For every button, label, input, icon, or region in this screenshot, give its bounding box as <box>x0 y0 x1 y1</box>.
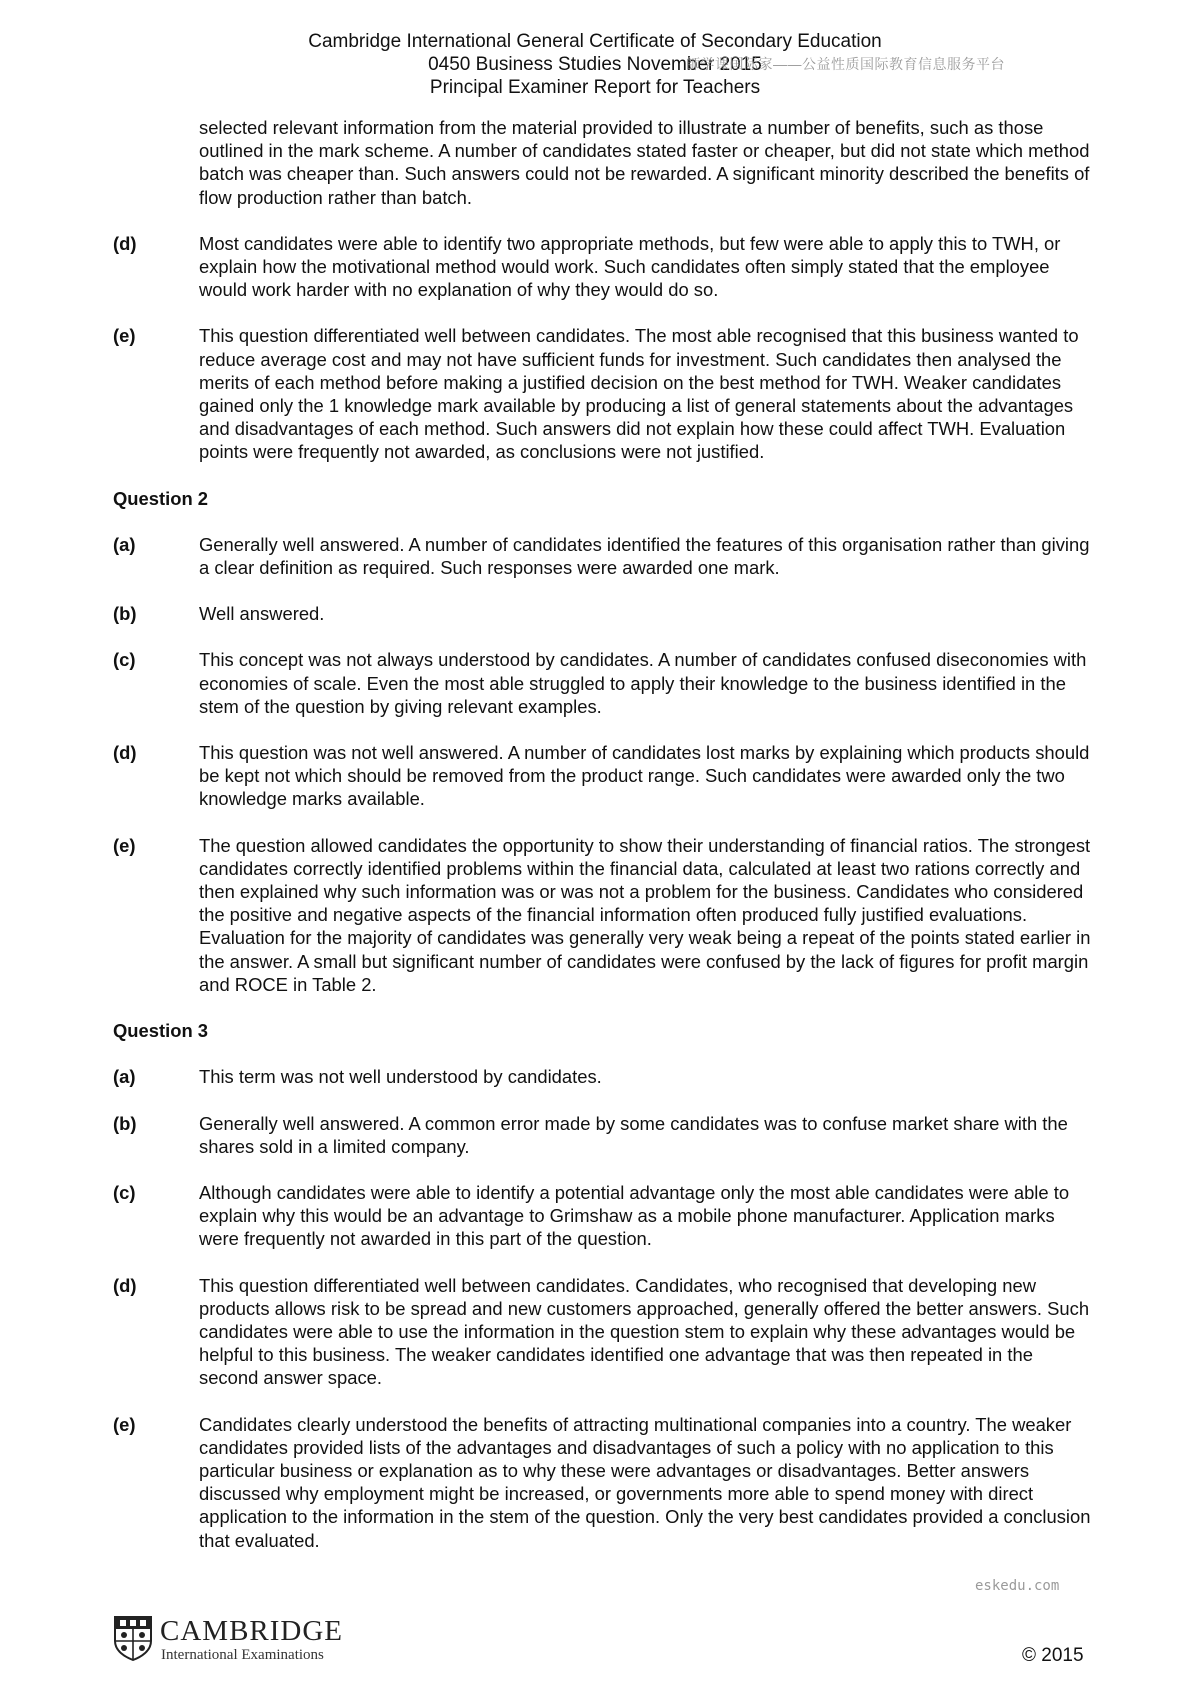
paragraph-text: This concept was not always understood by candidates. A number of candidates confused diseconomies with economies of scale. Even the most able struggled to apply their knowledge to the business identified in the stem of the question by giving relevant examples. <box>199 649 1087 717</box>
q3-part-d <box>113 1274 1093 1390</box>
q2-part-c <box>113 648 1093 718</box>
paragraph-text: selected relevant information from the material provided to illustrate a number of benefits, such as those outlined in the mark scheme. A number of candidates stated faster or cheaper, but did not state which method batch was cheaper than. Such answers could not be rewarded. A significant minority described the benefits of flow production rather than batch. <box>199 117 1090 208</box>
paragraph-text: Although candidates were able to identify a potential advantage only the most able candidates were able to explain why this would be an advantage to Grimshaw as a mobile phone manufacturer. Application marks were frequently not awarded in this part of the question. <box>199 1181 1070 1250</box>
question-2-heading: Question 2 <box>113 487 209 509</box>
paragraph-text: Candidates clearly understood the benefits of attracting multinational companies into a country. The weaker candidates provided lists of the advantages and disadvantages of such a policy with no application to this particular business or explanation as to why these were advantages or disadvantages. Better answers discussed why employment might be increased, or governments more able to spend money with direct application to the information in the stem of the question. Only the very best candidates provided a conclusion that evaluated. <box>199 1413 1091 1551</box>
shield-icon <box>113 1615 153 1661</box>
q3-part-a <box>113 1065 1093 1088</box>
paragraph-text: Generally well answered. A common error made by some candidates was to confuse market share with the shares sold in a limited company. <box>199 1112 1068 1157</box>
site-watermark: eskedu.com <box>975 1578 1060 1594</box>
part-label: (e) <box>113 325 136 347</box>
part-label: (d) <box>113 1274 137 1296</box>
part-label: (c) <box>113 1181 136 1203</box>
q2-part-d <box>113 741 1093 811</box>
header-line-2: 0450 Business Studies November 2015 <box>428 54 762 75</box>
question-3-heading: Question 3 <box>113 1020 209 1042</box>
paragraph-text: Most candidates were able to identify two appropriate methods, but few were able to apply this to TWH, or explain how the motivational method would work. Such candidates often simply stated that the employee would work harder with no explanation of why they would do so. <box>199 232 1061 301</box>
part-label: (d) <box>113 742 137 764</box>
paragraph-text: This question differentiated well between candidates. Candidates, who recognised that developing new products allows risk to be spread and new customers approached, generally offered the better answers. Such candidates were able to use the information in the question stem to explain why these advantages would be helpful to this business. The weaker candidates identified one advantage that was then repeated in the second answer space. <box>199 1274 1090 1389</box>
watermark-text: 師学课国际家——公益性质国际教育信息服务平台 <box>686 56 1005 72</box>
q3-part-e <box>113 1413 1093 1552</box>
q3-part-b <box>113 1112 1093 1158</box>
paragraph-text: This term was not well understood by candidates. <box>199 1066 602 1088</box>
copyright-notice: © 2015 <box>1022 1645 1084 1666</box>
part-label: (b) <box>113 603 137 625</box>
q2-part-e <box>113 834 1093 996</box>
paragraph-text: This question was not well answered. A number of candidates lost marks by explaining which products should be kept not which should be removed from the product range. Such candidates were awarded only the two knowledge marks available. <box>199 742 1090 810</box>
report-body <box>113 116 1093 1575</box>
logo-subtitle: International Examinations <box>161 1647 324 1663</box>
part-label: (b) <box>113 1112 137 1134</box>
logo-wordmark: CAMBRIDGE <box>160 1615 344 1647</box>
part-label: (e) <box>113 834 136 856</box>
paragraph-text: Well answered. <box>199 603 325 625</box>
intro-paragraph <box>113 116 1093 209</box>
part-label: (c) <box>113 649 136 671</box>
q2-part-b <box>113 602 1093 625</box>
page-header <box>0 30 1190 99</box>
q3-part-c <box>113 1181 1093 1251</box>
part-label: (e) <box>113 1413 136 1435</box>
paragraph-text: Generally well answered. A number of candidates identified the features of this organisation rather than giving a clear definition as required. Such responses were awarded one mark. <box>199 533 1090 579</box>
part-label: (a) <box>113 1066 136 1088</box>
header-line-3: Principal Examiner Report for Teachers <box>429 77 761 98</box>
cambridge-logo <box>113 1615 353 1663</box>
header-line-1: Cambridge International General Certificate of Secondary Education <box>308 31 882 52</box>
q2-part-a <box>113 533 1093 579</box>
q1-part-d <box>113 232 1093 302</box>
paragraph-text: The question allowed candidates the opportunity to show their understanding of financial ratios. The strongest candidates correctly identified problems within the financial data, calculated at least two rations correctly and then explained why such information was or was not a problem for the business. Candidates who considered the positive and negative aspects of the financial information often produced fully justified evaluations. Evaluation for the majority of candidates was generally very weak being a repeat of the points stated earlier in the answer. A small but significant number of candidates were confused by the lack of figures for profit margin and ROCE in Table 2. <box>199 834 1091 995</box>
part-label: (d) <box>113 232 137 254</box>
paragraph-text: This question differentiated well between candidates. The most able recognised that this business wanted to reduce average cost and may not have sufficient funds for investment. Such candidates then analysed the merits of each method before making a justified decision on the best method for TWH. Weaker candidates gained only the 1 knowledge mark available by producing a list of general statements about the advantages and disadvantages of each method. Such answers did not explain how these could affect TWH. Evaluation points were frequently not awarded, as conclusions were not justified. <box>199 325 1079 463</box>
part-label: (a) <box>113 533 136 555</box>
q1-part-e <box>113 324 1093 463</box>
